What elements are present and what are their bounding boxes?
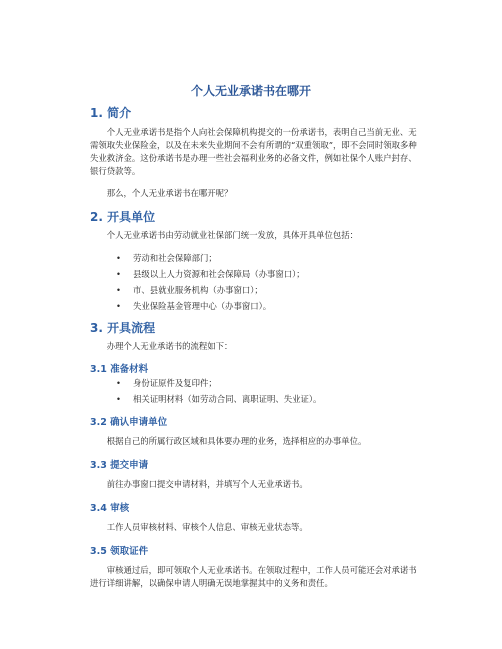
intro-question: 那么，个人无业承诺书在哪开呢？ bbox=[106, 188, 233, 198]
section-heading-issuers: 2. 开具单位 bbox=[90, 210, 156, 224]
bullet-icon: • bbox=[116, 253, 121, 263]
bullet-icon: • bbox=[116, 394, 121, 404]
bullet-icon: • bbox=[116, 378, 121, 388]
submit-text: 前往办事窗口提交申请材料，并填写个人无业承诺书。 bbox=[106, 479, 308, 489]
review-text: 工作人员审核材料、审核个人信息、审核无业状态等。 bbox=[106, 522, 308, 532]
subsection-heading-submit: 3.3 提交申请 bbox=[90, 460, 149, 471]
subsection-heading-materials: 3.1 准备材料 bbox=[90, 364, 149, 375]
confirm-text: 根据自己的所属行政区域和具体要办理的业务，选择相应的办事单位。 bbox=[106, 436, 367, 446]
section-heading-process: 3. 开具流程 bbox=[90, 321, 156, 335]
subsection-heading-confirm: 3.2 确认申请单位 bbox=[90, 417, 168, 428]
bullet-icon: • bbox=[116, 301, 121, 311]
issuers-intro: 个人无业承诺书由劳动就业社保部门统一发放，具体开具单位包括： bbox=[106, 230, 359, 240]
document-page: 个人无业承诺书在哪开 1. 简介 个人无业承诺书是指个人向社会保障机构提交的一份承诺书，表明自己当前无业、无需领取失业保险金，以及在未来失业期间不会有所谓的“双重领取”，即不会同时领取多种失业救济金。这份承诺书是办理一些社会福利业务的必备文件，例如社保个人账户封存、银行贷款等。 那么，个人无业承诺书在哪开呢？ 2. 开具单位 个人无业承诺书由劳动就业社保部门统一发放，具体开具单位包括： • 劳动和社会保障部门； • 县级以上人力资源和社会保障局（办事窗口）； • 市、县就业服务机构（办事窗口）； • 失业保险基金管理中心（办事窗口）。 3. 开具流程 办理个人无业承诺书的流程如下： 3.1 准备材料 • 身份证原件及复印件； • 相关证明材料（如劳动合同、离职证明、失业证）。 3.2 确认申请单位 根据自己的所属行政区域和具体要办理的业务，选择相应的办事单位。 3.3 提交申请 前往办事窗口提交申请材料，并填写个人无业承诺书。 3.4 审核 工作人员审核材料、审核个人信息、审核无业状态等。 3.5 领取证件 审核通过后，即可领取个人无业承诺书。在领取过程中，工作人员可能还会对承诺书进行详细讲解，以确保申请人明确无误地掌握其中的义务和责任。 bbox=[0, 0, 502, 649]
bullet-icon: • bbox=[116, 269, 121, 279]
page-title: 个人无业承诺书在哪开 bbox=[190, 84, 311, 98]
intro-paragraph: 个人无业承诺书是指个人向社会保障机构提交的一份承诺书，表明自己当前无业、无需领取失业保险金，以及在未来失业期间不会有所谓的“双重领取”，即不会同时领取多种失业救济金。这份承诺书是办理一些社会福利业务的必备文件，例如社保个人账户封存、银行贷款等。 bbox=[90, 127, 417, 176]
process-intro: 办理个人无业承诺书的流程如下： bbox=[106, 341, 233, 351]
bullet-icon: • bbox=[116, 285, 121, 295]
collect-text: 审核通过后，即可领取个人无业承诺书。在领取过程中，工作人员可能还会对承诺书进行详细讲解，以确保申请人明确无误地掌握其中的义务和责任。 bbox=[90, 565, 417, 588]
subsection-heading-collect: 3.5 领取证件 bbox=[90, 546, 149, 557]
section-heading-intro: 1. 简介 bbox=[90, 106, 132, 120]
subsection-heading-review: 3.4 审核 bbox=[90, 503, 130, 514]
